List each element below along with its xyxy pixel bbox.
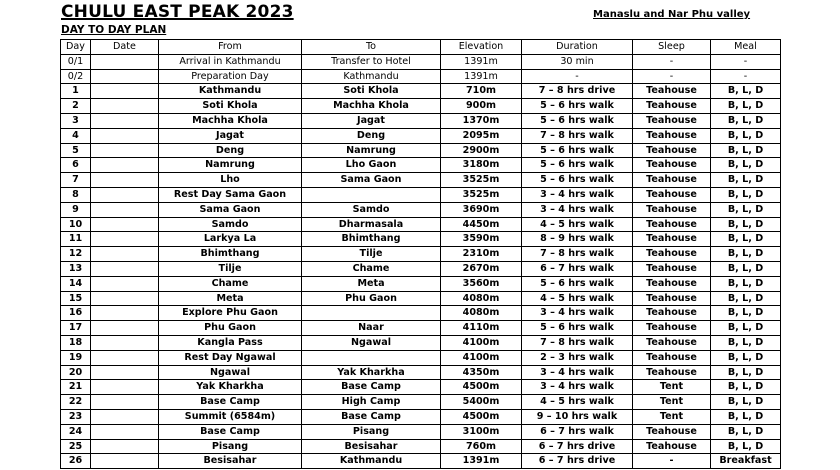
cell-meal: B, L, D	[711, 143, 781, 158]
cell-elevation: 1391m	[441, 54, 522, 69]
cell-date	[91, 380, 159, 395]
table-row	[61, 395, 781, 410]
cell-day: 0/2	[61, 69, 91, 84]
cell-date	[91, 291, 159, 306]
cell-elevation: 710m	[441, 84, 522, 99]
cell-meal: B, L, D	[711, 439, 781, 454]
cell-from: Pisang	[159, 439, 302, 454]
cell-from: Base Camp	[159, 395, 302, 410]
cell-elevation: 900m	[441, 99, 522, 114]
cell-sleep: Teahouse	[633, 335, 711, 350]
cell-day: 13	[61, 261, 91, 276]
cell-from: Base Camp	[159, 424, 302, 439]
cell-duration: 6 – 7 hrs drive	[522, 454, 633, 469]
cell-date	[91, 232, 159, 247]
cell-meal: B, L, D	[711, 247, 781, 262]
cell-day: 0/1	[61, 54, 91, 69]
cell-day: 6	[61, 158, 91, 173]
cell-from: Rest Day Sama Gaon	[159, 187, 302, 202]
table-row	[61, 350, 781, 365]
cell-elevation: 4500m	[441, 409, 522, 424]
cell-from: Preparation Day	[159, 69, 302, 84]
table-row	[61, 113, 781, 128]
cell-duration: 30 min	[522, 54, 633, 69]
cell-date	[91, 261, 159, 276]
cell-elevation: 2900m	[441, 143, 522, 158]
cell-day: 19	[61, 350, 91, 365]
cell-to: Tilje	[302, 247, 441, 262]
header-elevation: Elevation	[441, 40, 522, 55]
cell-day: 3	[61, 113, 91, 128]
cell-elevation: 3590m	[441, 232, 522, 247]
cell-from: Sama Gaon	[159, 202, 302, 217]
cell-to: Phu Gaon	[302, 291, 441, 306]
cell-duration: 7 – 8 hrs walk	[522, 335, 633, 350]
cell-sleep: Teahouse	[633, 202, 711, 217]
cell-duration: 5 – 6 hrs walk	[522, 321, 633, 336]
cell-date	[91, 454, 159, 469]
cell-to: High Camp	[302, 395, 441, 410]
cell-sleep: -	[633, 454, 711, 469]
table-row	[61, 99, 781, 114]
cell-from: Rest Day Ngawal	[159, 350, 302, 365]
cell-date	[91, 439, 159, 454]
cell-from: Larkya La	[159, 232, 302, 247]
cell-from: Arrival in Kathmandu	[159, 54, 302, 69]
cell-sleep: Teahouse	[633, 84, 711, 99]
cell-to: Kathmandu	[302, 69, 441, 84]
cell-to: Samdo	[302, 202, 441, 217]
cell-date	[91, 128, 159, 143]
cell-from: Ngawal	[159, 365, 302, 380]
cell-duration: 5 – 6 hrs walk	[522, 99, 633, 114]
table-row	[61, 84, 781, 99]
table-row	[61, 54, 781, 69]
header-from: From	[159, 40, 302, 55]
cell-day: 21	[61, 380, 91, 395]
cell-from: Samdo	[159, 217, 302, 232]
cell-elevation: 3100m	[441, 424, 522, 439]
table-row	[61, 247, 781, 262]
cell-from: Lho	[159, 173, 302, 188]
cell-from: Phu Gaon	[159, 321, 302, 336]
cell-sleep: -	[633, 54, 711, 69]
cell-date	[91, 409, 159, 424]
cell-date	[91, 84, 159, 99]
cell-elevation: 4500m	[441, 380, 522, 395]
cell-date	[91, 217, 159, 232]
cell-to: Chame	[302, 261, 441, 276]
cell-date	[91, 306, 159, 321]
table-row	[61, 202, 781, 217]
cell-elevation: 4100m	[441, 335, 522, 350]
table-row	[61, 291, 781, 306]
cell-sleep: Teahouse	[633, 291, 711, 306]
cell-sleep: Teahouse	[633, 350, 711, 365]
cell-duration: 3 – 4 hrs walk	[522, 306, 633, 321]
cell-from: Kangla Pass	[159, 335, 302, 350]
cell-duration: 3 – 4 hrs walk	[522, 380, 633, 395]
cell-meal: B, L, D	[711, 99, 781, 114]
cell-day: 22	[61, 395, 91, 410]
header-day: Day	[61, 40, 91, 55]
cell-from: Besisahar	[159, 454, 302, 469]
cell-date	[91, 113, 159, 128]
cell-meal: B, L, D	[711, 261, 781, 276]
cell-sleep: Teahouse	[633, 187, 711, 202]
cell-elevation: 4350m	[441, 365, 522, 380]
cell-from: Deng	[159, 143, 302, 158]
cell-duration: -	[522, 69, 633, 84]
cell-meal: B, L, D	[711, 113, 781, 128]
document-title: CHULU EAST PEAK 2023	[61, 2, 294, 22]
cell-from: Kathmandu	[159, 84, 302, 99]
cell-duration: 6 – 7 hrs drive	[522, 439, 633, 454]
cell-meal: B, L, D	[711, 321, 781, 336]
table-row	[61, 276, 781, 291]
cell-duration: 3 – 4 hrs walk	[522, 202, 633, 217]
cell-elevation: 3525m	[441, 173, 522, 188]
section-subtitle: DAY TO DAY PLAN	[61, 24, 167, 36]
cell-from: Bhimthang	[159, 247, 302, 262]
cell-meal: B, L, D	[711, 217, 781, 232]
header-meal: Meal	[711, 40, 781, 55]
cell-elevation: 2095m	[441, 128, 522, 143]
table-row	[61, 187, 781, 202]
cell-elevation: 4110m	[441, 321, 522, 336]
cell-elevation: 5400m	[441, 395, 522, 410]
cell-to	[302, 306, 441, 321]
cell-duration: 5 – 6 hrs walk	[522, 158, 633, 173]
cell-day: 15	[61, 291, 91, 306]
cell-sleep: Tent	[633, 380, 711, 395]
cell-sleep: Teahouse	[633, 365, 711, 380]
cell-duration: 4 – 5 hrs walk	[522, 395, 633, 410]
cell-day: 18	[61, 335, 91, 350]
cell-day: 12	[61, 247, 91, 262]
cell-from: Tilje	[159, 261, 302, 276]
cell-duration: 5 – 6 hrs walk	[522, 173, 633, 188]
cell-day: 4	[61, 128, 91, 143]
cell-elevation: 760m	[441, 439, 522, 454]
cell-elevation: 4080m	[441, 291, 522, 306]
cell-duration: 3 – 4 hrs walk	[522, 365, 633, 380]
header-duration: Duration	[522, 40, 633, 55]
cell-day: 20	[61, 365, 91, 380]
cell-day: 10	[61, 217, 91, 232]
cell-day: 14	[61, 276, 91, 291]
cell-sleep: Teahouse	[633, 232, 711, 247]
cell-duration: 3 – 4 hrs walk	[522, 187, 633, 202]
cell-meal: B, L, D	[711, 276, 781, 291]
cell-sleep: Teahouse	[633, 439, 711, 454]
cell-to: Transfer to Hotel	[302, 54, 441, 69]
cell-to: Soti Khola	[302, 84, 441, 99]
cell-sleep: Teahouse	[633, 128, 711, 143]
cell-date	[91, 424, 159, 439]
cell-sleep: Teahouse	[633, 173, 711, 188]
cell-duration: 2 – 3 hrs walk	[522, 350, 633, 365]
cell-from: Jagat	[159, 128, 302, 143]
cell-meal: Breakfast	[711, 454, 781, 469]
cell-sleep: Teahouse	[633, 276, 711, 291]
cell-day: 26	[61, 454, 91, 469]
cell-sleep: Teahouse	[633, 306, 711, 321]
cell-to: Bhimthang	[302, 232, 441, 247]
cell-meal: B, L, D	[711, 173, 781, 188]
cell-meal: -	[711, 54, 781, 69]
cell-to: Meta	[302, 276, 441, 291]
cell-date	[91, 247, 159, 262]
cell-day: 11	[61, 232, 91, 247]
day-plan-table	[60, 39, 781, 469]
cell-from: Namrung	[159, 158, 302, 173]
cell-meal: B, L, D	[711, 424, 781, 439]
cell-meal: B, L, D	[711, 128, 781, 143]
cell-date	[91, 187, 159, 202]
table-row	[61, 409, 781, 424]
cell-duration: 4 – 5 hrs walk	[522, 217, 633, 232]
cell-elevation: 1391m	[441, 69, 522, 84]
cell-elevation: 3690m	[441, 202, 522, 217]
cell-duration: 5 – 6 hrs walk	[522, 276, 633, 291]
cell-from: Chame	[159, 276, 302, 291]
cell-to: Namrung	[302, 143, 441, 158]
cell-sleep: Teahouse	[633, 247, 711, 262]
region-label: Manaslu and Nar Phu valley	[593, 9, 751, 20]
cell-sleep: Teahouse	[633, 321, 711, 336]
table-row	[61, 261, 781, 276]
header-to: To	[302, 40, 441, 55]
cell-to: Deng	[302, 128, 441, 143]
cell-sleep: Teahouse	[633, 99, 711, 114]
cell-date	[91, 321, 159, 336]
table-row	[61, 335, 781, 350]
table-row	[61, 232, 781, 247]
cell-elevation: 1370m	[441, 113, 522, 128]
cell-date	[91, 335, 159, 350]
cell-sleep: Teahouse	[633, 113, 711, 128]
cell-duration: 7 – 8 hrs walk	[522, 247, 633, 262]
cell-meal: -	[711, 69, 781, 84]
cell-from: Explore Phu Gaon	[159, 306, 302, 321]
cell-date	[91, 99, 159, 114]
cell-meal: B, L, D	[711, 380, 781, 395]
cell-to: Machha Khola	[302, 99, 441, 114]
cell-to: Naar	[302, 321, 441, 336]
cell-from: Machha Khola	[159, 113, 302, 128]
cell-meal: B, L, D	[711, 187, 781, 202]
cell-duration: 7 – 8 hrs drive	[522, 84, 633, 99]
cell-date	[91, 350, 159, 365]
cell-day: 9	[61, 202, 91, 217]
cell-elevation: 4450m	[441, 217, 522, 232]
cell-meal: B, L, D	[711, 158, 781, 173]
cell-elevation: 4100m	[441, 350, 522, 365]
table-row	[61, 158, 781, 173]
cell-duration: 5 – 6 hrs walk	[522, 143, 633, 158]
cell-date	[91, 143, 159, 158]
cell-date	[91, 69, 159, 84]
cell-elevation: 2310m	[441, 247, 522, 262]
cell-day: 16	[61, 306, 91, 321]
cell-to	[302, 187, 441, 202]
cell-duration: 8 – 9 hrs walk	[522, 232, 633, 247]
table-row	[61, 173, 781, 188]
cell-to: Sama Gaon	[302, 173, 441, 188]
cell-meal: B, L, D	[711, 232, 781, 247]
cell-to: Kathmandu	[302, 454, 441, 469]
table-body	[61, 54, 781, 468]
cell-meal: B, L, D	[711, 84, 781, 99]
cell-duration: 4 – 5 hrs walk	[522, 291, 633, 306]
cell-date	[91, 202, 159, 217]
cell-elevation: 1391m	[441, 454, 522, 469]
cell-sleep: Teahouse	[633, 261, 711, 276]
cell-meal: B, L, D	[711, 365, 781, 380]
table-row	[61, 128, 781, 143]
cell-sleep: -	[633, 69, 711, 84]
cell-meal: B, L, D	[711, 350, 781, 365]
cell-sleep: Teahouse	[633, 158, 711, 173]
table-row	[61, 424, 781, 439]
cell-duration: 7 – 8 hrs walk	[522, 128, 633, 143]
cell-elevation: 2670m	[441, 261, 522, 276]
cell-day: 7	[61, 173, 91, 188]
table-row	[61, 306, 781, 321]
cell-date	[91, 173, 159, 188]
cell-elevation: 3525m	[441, 187, 522, 202]
cell-duration: 6 – 7 hrs walk	[522, 424, 633, 439]
cell-meal: B, L, D	[711, 395, 781, 410]
cell-from: Summit (6584m)	[159, 409, 302, 424]
cell-day: 5	[61, 143, 91, 158]
cell-date	[91, 54, 159, 69]
cell-day: 1	[61, 84, 91, 99]
cell-to: Pisang	[302, 424, 441, 439]
cell-duration: 9 – 10 hrs walk	[522, 409, 633, 424]
cell-to: Base Camp	[302, 409, 441, 424]
cell-date	[91, 276, 159, 291]
cell-from: Meta	[159, 291, 302, 306]
cell-sleep: Tent	[633, 395, 711, 410]
cell-to: Jagat	[302, 113, 441, 128]
cell-from: Yak Kharkha	[159, 380, 302, 395]
cell-elevation: 3560m	[441, 276, 522, 291]
cell-date	[91, 365, 159, 380]
table-row	[61, 217, 781, 232]
table-row	[61, 454, 781, 469]
cell-day: 25	[61, 439, 91, 454]
cell-to: Lho Gaon	[302, 158, 441, 173]
header-date: Date	[91, 40, 159, 55]
cell-meal: B, L, D	[711, 409, 781, 424]
cell-day: 24	[61, 424, 91, 439]
cell-to: Ngawal	[302, 335, 441, 350]
cell-from: Soti Khola	[159, 99, 302, 114]
cell-meal: B, L, D	[711, 306, 781, 321]
cell-sleep: Teahouse	[633, 424, 711, 439]
cell-to: Besisahar	[302, 439, 441, 454]
cell-to	[302, 350, 441, 365]
cell-to: Yak Kharkha	[302, 365, 441, 380]
header-sleep: Sleep	[633, 40, 711, 55]
table-row	[61, 439, 781, 454]
table-header-row	[61, 40, 781, 55]
table-row	[61, 69, 781, 84]
cell-to: Base Camp	[302, 380, 441, 395]
table-row	[61, 380, 781, 395]
cell-date	[91, 158, 159, 173]
cell-day: 17	[61, 321, 91, 336]
cell-day: 2	[61, 99, 91, 114]
cell-meal: B, L, D	[711, 202, 781, 217]
cell-meal: B, L, D	[711, 335, 781, 350]
cell-sleep: Teahouse	[633, 143, 711, 158]
table-row	[61, 321, 781, 336]
cell-to: Dharmasala	[302, 217, 441, 232]
cell-sleep: Teahouse	[633, 217, 711, 232]
cell-elevation: 4080m	[441, 306, 522, 321]
cell-elevation: 3180m	[441, 158, 522, 173]
cell-meal: B, L, D	[711, 291, 781, 306]
cell-day: 8	[61, 187, 91, 202]
cell-sleep: Tent	[633, 409, 711, 424]
cell-duration: 6 – 7 hrs walk	[522, 261, 633, 276]
cell-duration: 5 – 6 hrs walk	[522, 113, 633, 128]
table-row	[61, 365, 781, 380]
cell-day: 23	[61, 409, 91, 424]
cell-date	[91, 395, 159, 410]
table-row	[61, 143, 781, 158]
